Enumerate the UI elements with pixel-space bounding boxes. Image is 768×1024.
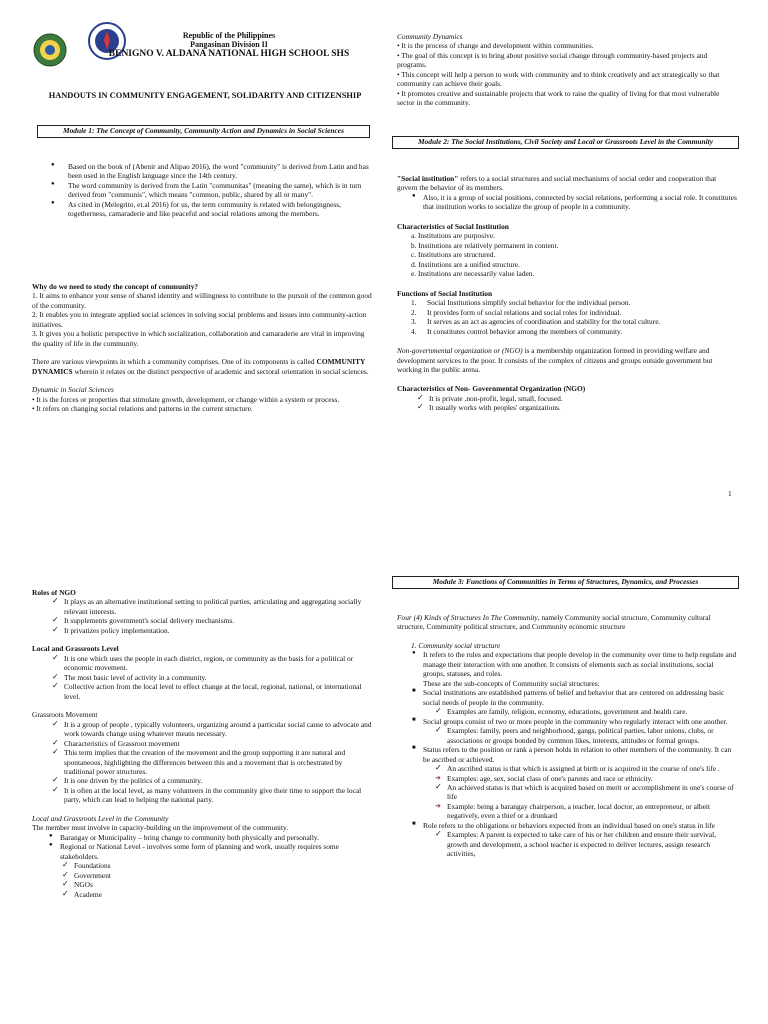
list-item: ✓ It usually works with peoples' organizations. bbox=[415, 403, 737, 412]
list-item: ✓ Examples are family, religion, economy, educations, government and health care. bbox=[433, 707, 737, 716]
functions-list bbox=[397, 298, 737, 336]
subconcepts-note: These are the sub-concepts of Community social structures: bbox=[423, 678, 600, 688]
cd-item: • This concept will help a person to work with community and to think creatively and act strategically so that community can achieve their goals. bbox=[397, 69, 720, 89]
list-item: 1. Social Institutions simplify social behavior for the individual person. bbox=[411, 298, 631, 308]
why-item: 3. It gives you a holistic perspective in which socialization, collaboration and camaraderie are vital in improving the quality of life in the community. bbox=[32, 329, 365, 348]
list-item: c. Institutions are structured. bbox=[411, 250, 496, 260]
list-item: ● Based on the book of (Abenir and Alipao 2016), the word "community" is derived from Latin and has been used in the English language since the 14th century. bbox=[48, 162, 374, 181]
list-item: 4. It constitutes control behavior among the members of community. bbox=[411, 326, 623, 336]
why-heading: Why do we need to study the concept of community? bbox=[32, 282, 199, 291]
list-item: ✓ Examples: family, peers and neighborhood, gangs, political parties, labor unions, clubs, or associations or groups bonded by common likes, interests, attitudes or formal groups. bbox=[433, 726, 737, 745]
list-item: ● Barangay or Municipality – bring change to community both physically and personally. bbox=[46, 833, 372, 842]
cd-item: • It is the process of change and development within communities. bbox=[397, 41, 594, 51]
list-item: ● Also, it is a group of social positions, connected by social relations, performing a social role. It constitutes that institution works to socialize the group of people in a community. bbox=[409, 193, 737, 212]
module3-title: Module 3: Functions of Communities in Terms of Structures, Dynamics, and Processes bbox=[392, 576, 739, 589]
list-item: ✓ Characteristics of Grassroot movement bbox=[50, 739, 372, 748]
ngo-characteristics-heading: Characteristics of Non- Governmental Organization (NGO) bbox=[397, 384, 586, 394]
local-community-heading: Local and Grassroots Level in the Community bbox=[32, 813, 169, 823]
republic-line: Republic of the Philippines bbox=[182, 31, 276, 40]
list-item: ✓ An ascribed status is that which is assigned at birth or is acquired in the course of one's life . bbox=[433, 764, 737, 773]
list-item: ✓ Collective action from the local level to effect change at the local, regional, national, or international level. bbox=[50, 682, 372, 701]
list-item: 2. It provides form of social relations and social roles for individual. bbox=[411, 307, 622, 317]
grassroots-heading: Grassroots Movement bbox=[32, 710, 98, 720]
social-institution-definition: "Social institution" refers to a social structures and social mechanisms of social order and cooperation that govern the behavior of its members. bbox=[397, 174, 717, 193]
why-section bbox=[32, 282, 372, 414]
dynamic-item: • It is the forces or properties that stimulate growth, development, or change within a system or process. bbox=[32, 394, 340, 404]
list-item: ● The word community is derived from the Latin "communitas" (meaning the same), which is in turn derived from "communis", which means "common, public, shared by all or many". bbox=[48, 181, 374, 200]
list-item: ✓ Academe bbox=[60, 890, 372, 899]
local-level-heading: Local and Grassroots Level bbox=[32, 644, 119, 654]
list-item: ✓ It is one which uses the people in each district, region, or community as the basis for a political or economic movement. bbox=[50, 654, 372, 673]
division-line: Pangasinan Division II bbox=[190, 40, 268, 50]
module1-title: Module 1: The Concept of Community, Community Action and Dynamics in Social Sciences bbox=[37, 125, 370, 138]
list-item: ✓ It supplements government's social delivery mechanisms. bbox=[50, 616, 372, 625]
list-item: ✓ It is a group of people , typically volunteers, organizing around a particular social cause to advocate and work towards change using whatever means necessary. bbox=[50, 720, 372, 739]
list-item: d. Institutions are a unified structure. bbox=[411, 259, 520, 269]
why-item: 1. It aims to enhance your sense of shared identity and willingness to contribute to the pursuit of the common good of the community. bbox=[32, 291, 372, 310]
list-item: ✓ Foundations bbox=[60, 861, 372, 870]
list-item: ➔ Examples: age, sex, social class of one's parents and race or ethnicity. bbox=[433, 774, 737, 783]
list-item: b. Institutions are relatively permanent in content. bbox=[411, 240, 559, 250]
community-dynamics bbox=[397, 32, 737, 108]
module2-title: Module 2: The Social Institutions, Civil Society and Local or Grassroots Level in the Community bbox=[392, 136, 739, 149]
list-item: ● As cited in (Melegrito, et.al 2016) for us, the term community is related with belongingness, togetherness, camaraderie and like peaceful and social relations among the members. bbox=[48, 200, 374, 219]
page-number: 1 bbox=[728, 489, 732, 498]
module3-body bbox=[397, 613, 737, 859]
list-item: a. Institutions are purposive. bbox=[411, 231, 495, 241]
list-item: ✓ It is often at the local level, as many volunteers in the community give their time to support the local party, which can lead to helping the national party. bbox=[50, 786, 372, 805]
why-item: 2. It enables you to integrate applied social sciences in solving social problems and issues into community-action initiatives. bbox=[32, 310, 367, 329]
list-item: ✓ The most basic level of activity in a community. bbox=[50, 673, 372, 682]
list-item: ● It refers to the rules and expectations that people develop in the community over time to help regulate and manage their interaction with one another. It consists of elements such as social institutions, social groups, statuses, and roles. bbox=[409, 650, 737, 678]
module2-body bbox=[397, 174, 737, 413]
module1-body bbox=[48, 162, 374, 219]
community-dynamics-heading: Community Dynamics bbox=[397, 32, 463, 41]
list-item: ➔ Example: being a barangay chairperson, a teacher, local doctor, an entrepreneur, or albeit negatively, even a thief or a drunkard bbox=[433, 802, 737, 821]
handout-title: HANDOUTS IN COMMUNITY ENGAGEMENT, SOLIDARITY AND CITIZENSHIP bbox=[48, 91, 362, 100]
list-item: ✓ Examples: A parent is expected to take care of his or her children and ensure their survival, growth and development, a school teacher is expected to deliver lectures, assign research activities, bbox=[433, 830, 737, 858]
local-community-intro: The member must involve in capacity-building on the improvement of the community. bbox=[32, 823, 289, 833]
list-item: e. Institutions are necessarily value laden. bbox=[411, 269, 535, 279]
list-item: ■ Status refers to the position or rank a person holds in relation to other members of the community. It can be ascribed or achieved. bbox=[409, 745, 737, 764]
list-item: ● Regional or National Level - involves some form of planning and work, usually requires some stakeholders. bbox=[46, 842, 372, 861]
list-item: ✓ It is one driven by the politics of a community. bbox=[50, 776, 372, 785]
list-item: ■ Social groups consist of two or more people in the community who regularly interact with one another. bbox=[409, 717, 737, 726]
school-seal-logo bbox=[33, 33, 67, 67]
social-structure-heading: 1. Community social structure bbox=[411, 640, 501, 650]
list-item: ✓ An achieved status is that which is acquired based on merit or accomplishment in one's course of life bbox=[433, 783, 737, 802]
characteristics-list bbox=[397, 231, 737, 278]
roles-ngo-heading: Roles of NGO bbox=[32, 588, 76, 597]
document-header bbox=[76, 31, 382, 60]
list-item: ✓ It is private ,non-profit, legal, small, focused. bbox=[415, 394, 737, 403]
functions-heading: Functions of Social Institution bbox=[397, 288, 493, 298]
dynamic-heading: Dynamic in Social Sciences bbox=[32, 385, 114, 395]
list-item: ✓ NGOs bbox=[60, 880, 372, 889]
structures-intro: Four (4) Kinds of Structures In The Community, namely Community social structure, Community cultural structure, Community political structure, and Community economic structure bbox=[397, 613, 711, 632]
list-item: ■ Social institutions are established patterns of belief and behavior that are centered on addressing basic social needs of people in the community. bbox=[409, 688, 737, 707]
ngo-definition: Non-governmental organization or (NGO) is a membership organization formed in providing welfare and development services to the poor. It consists of the complex of citizens and groups outside government but working in the public arena. bbox=[397, 346, 713, 374]
list-item: ✓ Government bbox=[60, 871, 372, 880]
viewpoints-paragraph: There are various viewpoints in which a community comprises. One of its components is called COMMUNITY DYNAMICS wherein it relates on the distinct perspective of academic and sectoral orientation in social sciences. bbox=[32, 357, 369, 376]
cd-item: • It promotes creative and sustainable projects that work to raise the quality of living for that most vulnerable sector in the community. bbox=[397, 88, 720, 108]
list-item: 3. It serves as an act as agencies of coordination and stability for the total culture. bbox=[411, 317, 661, 327]
list-item: ✓ This term implies that the creation of the movement and the group supporting it are natural and spontaneous, highlighting the differences between this and a movement that is orchestrated by traditional power structures. bbox=[50, 748, 372, 776]
roles-ngo-section bbox=[32, 588, 372, 899]
characteristics-heading: Characteristics of Social Institution bbox=[397, 221, 509, 231]
cd-item: • The goal of this concept is to bring about positive social change through community-based projects and programs. bbox=[397, 50, 708, 70]
list-item: ■ Role refers to the obligations or behaviors expected from an individual based on one's status in life bbox=[409, 821, 737, 830]
list-item: ✓ It privatizes policy implementation. bbox=[50, 626, 372, 635]
list-item: ✓ It plays as an alternative institutional setting to political parties, articulating and aggregating socially relevant interests. bbox=[50, 597, 372, 616]
dynamic-item: • It refers on changing social relations and patterns in the current structure. bbox=[32, 404, 253, 414]
school-name: BENIGNO V. ALDANA NATIONAL HIGH SCHOOL SHS bbox=[108, 49, 350, 60]
